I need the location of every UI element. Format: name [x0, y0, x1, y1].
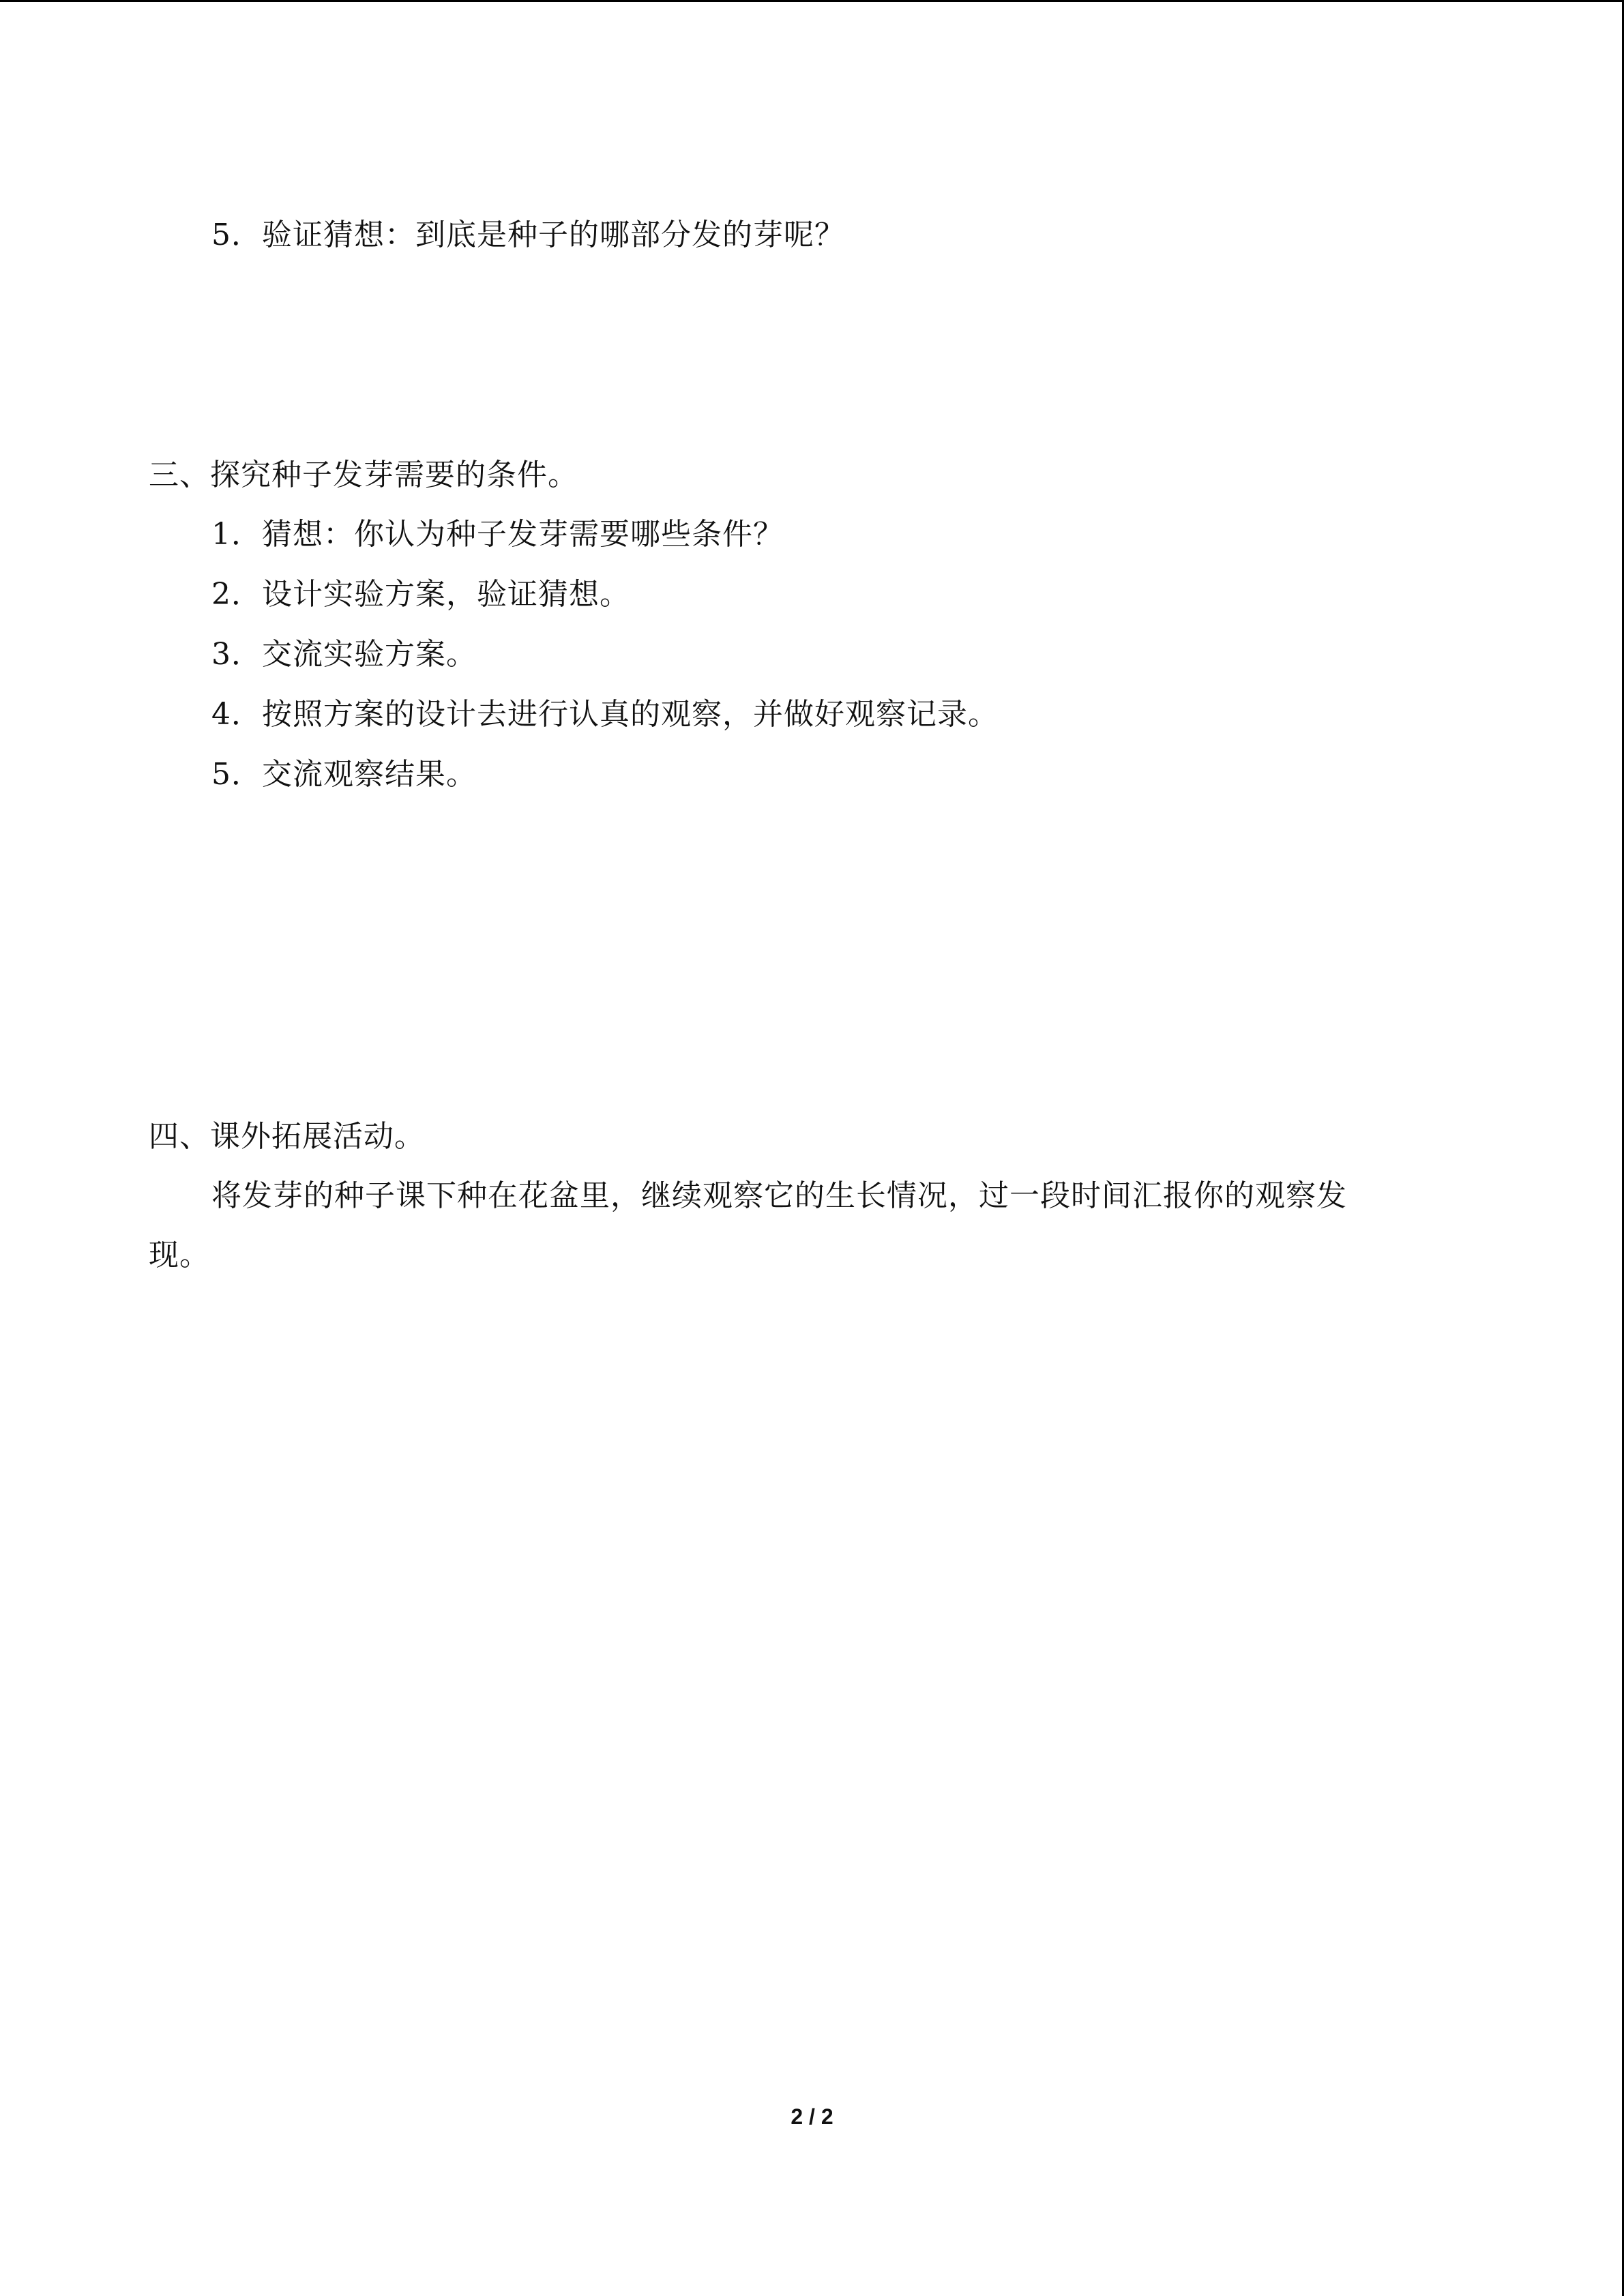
- section3-item-2: 2．设计实验方案，验证猜想。: [211, 577, 630, 612]
- section3-item-4: 4．按照方案的设计去进行认真的观察，并做好观察记录。: [211, 697, 999, 732]
- section3-item-1: 1．猜想：你认为种子发芽需要哪些条件？: [211, 517, 784, 552]
- section3-item-3: 3．交流实验方案。: [211, 637, 477, 672]
- page-number: 2 / 2: [791, 2104, 833, 2129]
- section4-paragraph-line-2: 现。: [149, 1238, 210, 1272]
- top-border-line: [0, 0, 1624, 2]
- section4-paragraph-line-1: 将发芽的种子课下种在花盆里，继续观察它的生长情况，过一段时间汇报你的观察发: [211, 1178, 1347, 1213]
- section3-item-5: 5．交流观察结果。: [211, 757, 477, 792]
- section3-heading: 三、探究种子发芽需要的条件。: [149, 458, 578, 492]
- section2-item-5: 5．验证猜想：到底是种子的哪部分发的芽呢？: [211, 218, 845, 252]
- section4-heading: 四、课外拓展活动。: [149, 1119, 425, 1154]
